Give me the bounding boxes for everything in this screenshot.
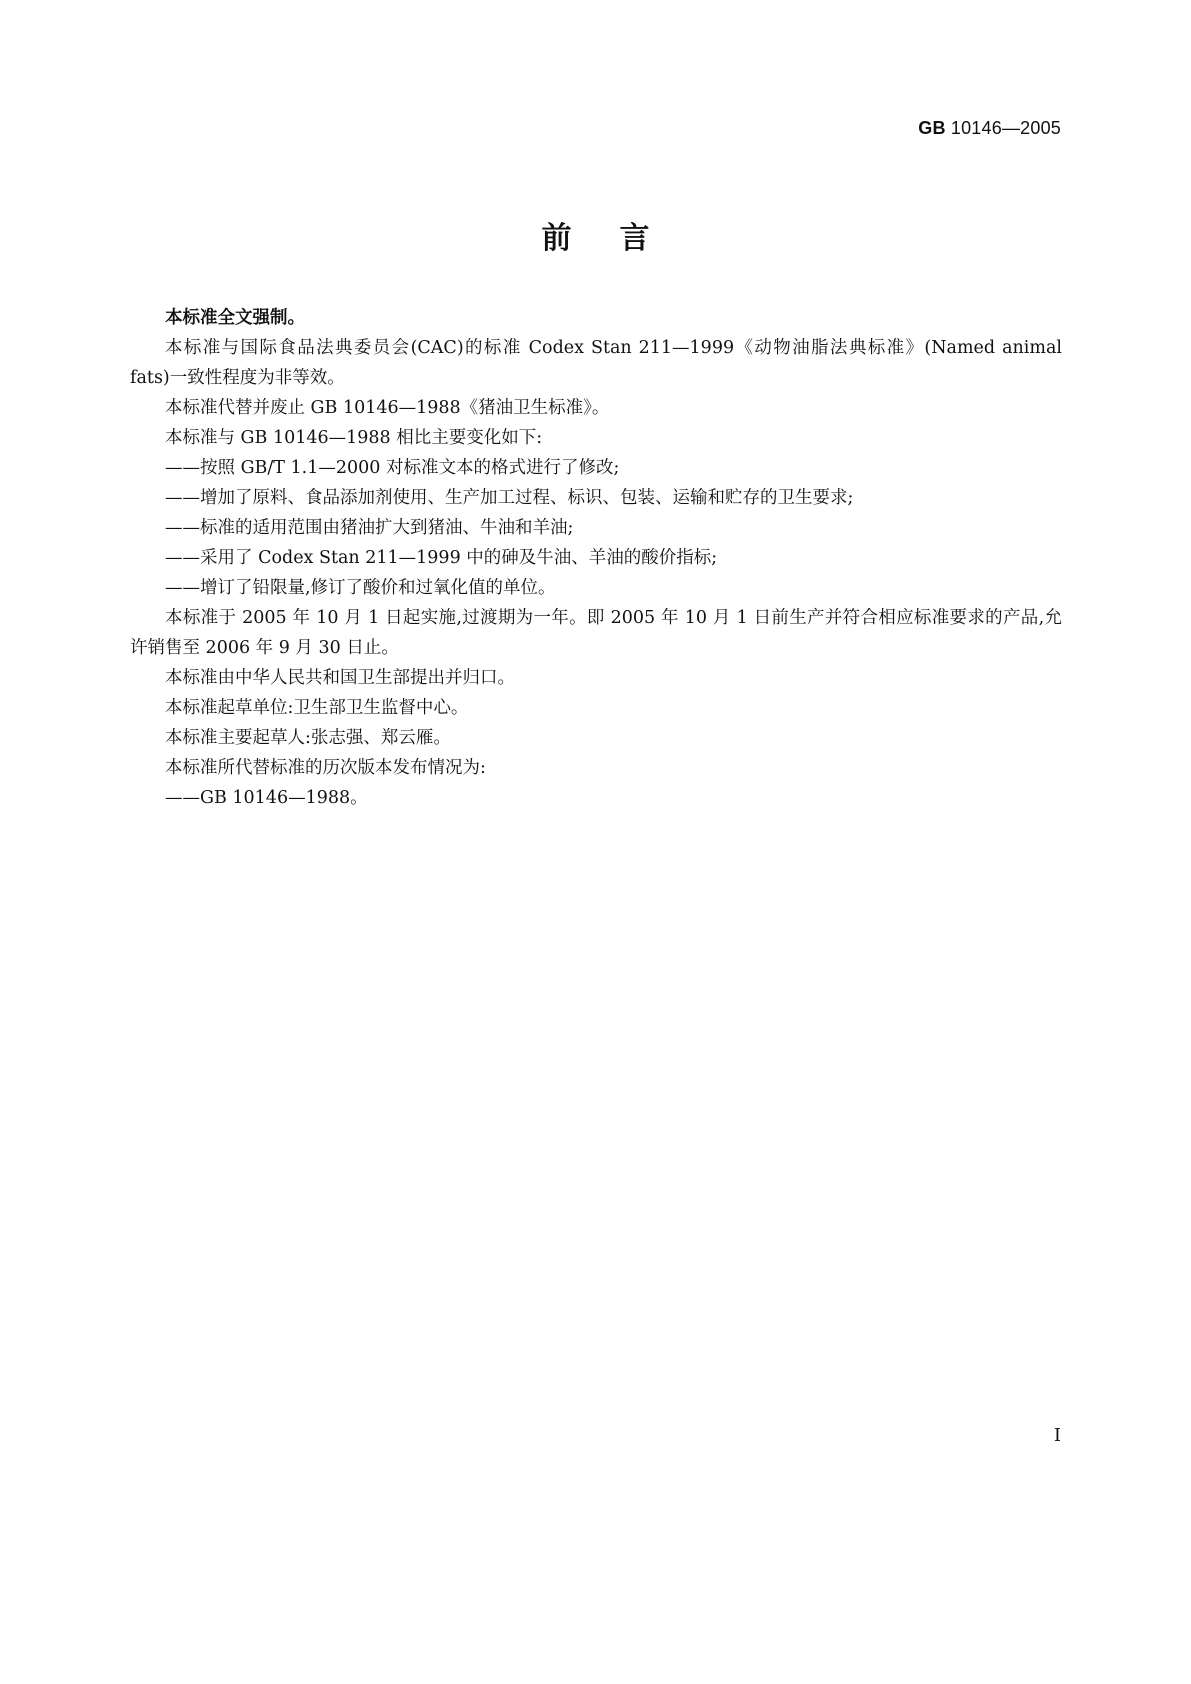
- paragraph-history-intro: 本标准所代替标准的历次版本发布情况为:: [165, 758, 486, 778]
- page-title: 前言: [541, 221, 698, 256]
- paragraph-proposer: 本标准由中华人民共和国卫生部提出并归口。: [165, 668, 515, 688]
- foreword-body: [130, 303, 1062, 813]
- list-item-change: ——按照 GB/T 1.1—2000 对标准文本的格式进行了修改;: [165, 458, 620, 478]
- list-item-change: ——增加了原料、食品添加剂使用、生产加工过程、标识、包装、运输和贮存的卫生要求;: [165, 488, 854, 508]
- list-item-history: ——GB 10146—1988。: [165, 788, 368, 808]
- list-item-change: ——标准的适用范围由猪油扩大到猪油、牛油和羊油;: [165, 518, 574, 538]
- paragraph-equivalence: 本标准与国际食品法典委员会(CAC)的标准 Codex Stan 211—1999《动物油脂法典标准》(Named animal fats)一致性程度为非等效。: [130, 338, 1062, 388]
- standard-prefix: GB: [918, 118, 946, 138]
- standard-number: 10146—2005: [950, 118, 1061, 138]
- paragraph-changes-intro: 本标准与 GB 10146—1988 相比主要变化如下:: [165, 428, 543, 448]
- paragraph-drafters: 本标准主要起草人:张志强、郑云雁。: [165, 728, 451, 748]
- list-item-change: ——采用了 Codex Stan 211—1999 中的砷及牛油、羊油的酸价指标;: [165, 548, 718, 568]
- paragraph-mandatory: 本标准全文强制。: [165, 308, 305, 328]
- paragraph-implementation: 本标准于 2005 年 10 月 1 日起实施,过渡期为一年。即 2005 年 10 月 1 日前生产并符合相应标准要求的产品,允许销售至 2006 年 9 月 30 日止。: [130, 608, 1062, 658]
- paragraph-replacement: 本标准代替并废止 GB 10146—1988《猪油卫生标准》。: [165, 398, 610, 418]
- standard-code: [918, 118, 1061, 139]
- paragraph-drafting-unit: 本标准起草单位:卫生部卫生监督中心。: [165, 698, 469, 718]
- list-item-change: ——增订了铅限量,修订了酸价和过氧化值的单位。: [165, 578, 556, 598]
- page-number: I: [1053, 1425, 1061, 1446]
